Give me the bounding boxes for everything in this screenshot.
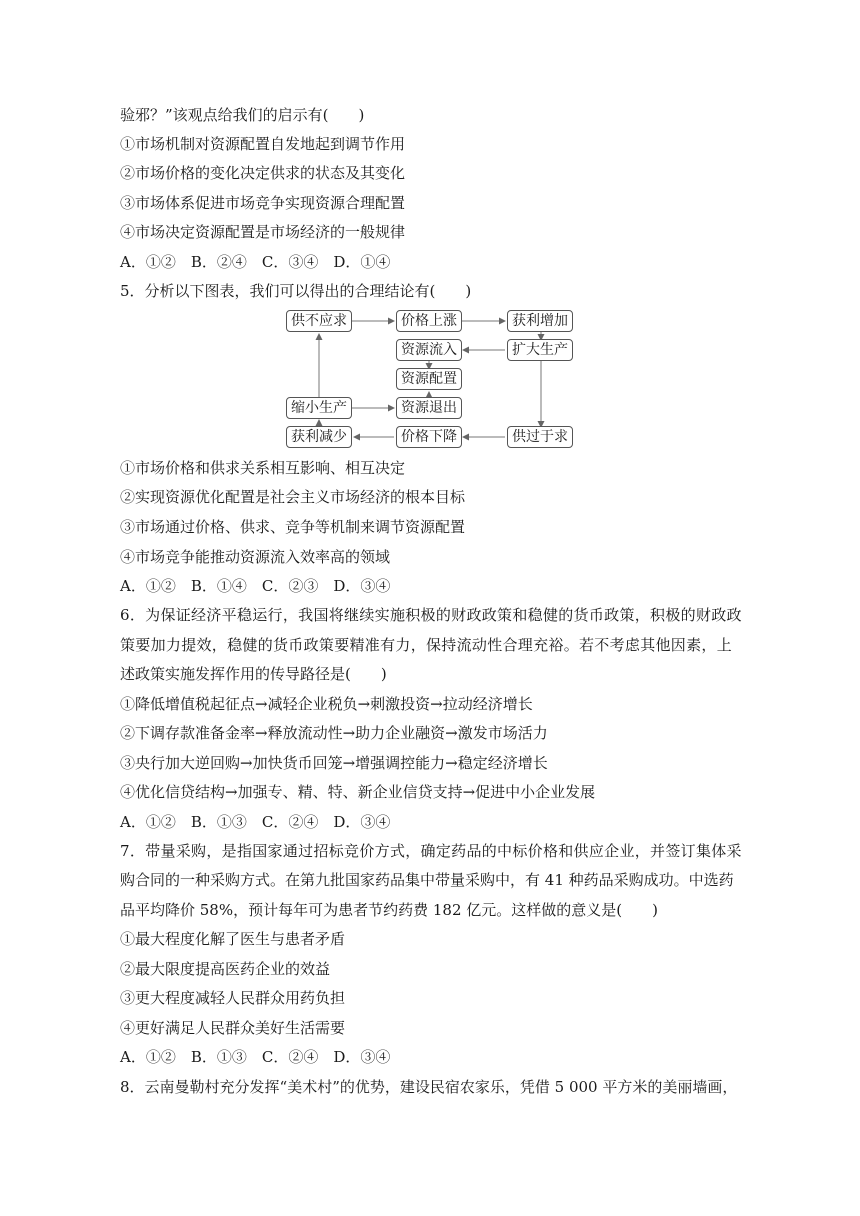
node-shrink-production: 缩小生产 <box>286 397 352 419</box>
q7-option-1: ①最大程度化解了医生与患者矛盾 <box>120 930 346 948</box>
q4-option-2: ②市场价格的变化决定供求的状态及其变化 <box>120 164 406 182</box>
q5-option-3: ③市场通过价格、供求、竞争等机制来调节资源配置 <box>120 518 466 536</box>
node-price-fall: 价格下降 <box>396 426 462 448</box>
node-resource-inflow: 资源流入 <box>396 339 462 361</box>
q6-option-4: ④优化信贷结构→加强专、精、特、新企业信贷支持→促进中小企业发展 <box>120 783 596 801</box>
node-expand-production: 扩大生产 <box>507 339 573 361</box>
node-resource-allocation: 资源配置 <box>396 368 462 390</box>
node-supply-excess: 供过于求 <box>507 426 573 448</box>
q7-stem-line-3: 品平均降价 58%，预计每年可为患者节约药费 182 亿元。这样做的意义是( ) <box>120 901 658 919</box>
node-resource-exit: 资源退出 <box>396 397 462 419</box>
node-supply-short: 供不应求 <box>286 310 352 332</box>
q4-option-3: ③市场体系促进市场竞争实现资源合理配置 <box>120 194 406 212</box>
q4-option-4: ④市场决定资源配置是市场经济的一般规律 <box>120 223 406 241</box>
q8-stem-line-1: 8．云南曼勒村充分发挥“美术村”的优势，建设民宿农家乐，凭借 5 000 平方米的美丽墙画， <box>120 1078 738 1096</box>
q6-stem-line-2: 策要加力提效，稳健的货币政策要精准有力，保持流动性合理充裕。若不考虑其他因素，上 <box>120 636 733 654</box>
q6-stem-line-3: 述政策实施发挥作用的传导路径是( ) <box>120 665 387 683</box>
node-profit-decrease: 获利减少 <box>286 426 352 448</box>
q6-option-1: ①降低增值税起征点→减轻企业税负→刺激投资→拉动经济增长 <box>120 695 533 713</box>
market-mechanism-diagram <box>284 308 576 452</box>
q5-option-4: ④市场竞争能推动资源流入效率高的领域 <box>120 548 391 566</box>
q7-option-3: ③更大程度减轻人民群众用药负担 <box>120 989 346 1007</box>
q7-answer-choices: A．①② B．①③ C．②④ D．③④ <box>120 1048 391 1066</box>
q5-stem: 5．分析以下图表，我们可以得出的合理结论有( ) <box>120 282 472 300</box>
node-profit-increase: 获利增加 <box>507 310 573 332</box>
q7-option-4: ④更好满足人民群众美好生活需要 <box>120 1019 346 1037</box>
q7-stem-line-1: 7．带量采购，是指国家通过招标竞价方式，确定药品的中标价格和供应企业，并签订集体采 <box>120 842 742 860</box>
q5-option-2: ②实现资源优化配置是社会主义市场经济的根本目标 <box>120 488 466 506</box>
q6-option-3: ③央行加大逆回购→加快货币回笼→增强调控能力→稳定经济增长 <box>120 754 548 772</box>
q4-stem-tail: 验邪？”该观点给我们的启示有( ) <box>120 106 365 124</box>
q4-option-1: ①市场机制对资源配置自发地起到调节作用 <box>120 135 406 153</box>
q5-answer-choices: A．①② B．①④ C．②③ D．③④ <box>120 577 391 595</box>
node-price-rise: 价格上涨 <box>396 310 462 332</box>
q7-stem-line-2: 购合同的一种采购方式。在第九批国家药品集中带量采购中，有 41 种药品采购成功。中选药 <box>120 871 734 889</box>
q6-stem-line-1: 6．为保证经济平稳运行，我国将继续实施积极的财政政策和稳健的货币政策，积极的财政政 <box>120 606 742 624</box>
q6-option-2: ②下调存款准备金率→释放流动性→助力企业融资→激发市场活力 <box>120 724 548 742</box>
q6-answer-choices: A．①② B．①③ C．②④ D．③④ <box>120 813 391 831</box>
q5-option-1: ①市场价格和供求关系相互影响、相互决定 <box>120 459 406 477</box>
q7-option-2: ②最大限度提高医药企业的效益 <box>120 960 331 978</box>
q4-answer-choices: A．①② B．②④ C．③④ D．①④ <box>120 253 391 271</box>
